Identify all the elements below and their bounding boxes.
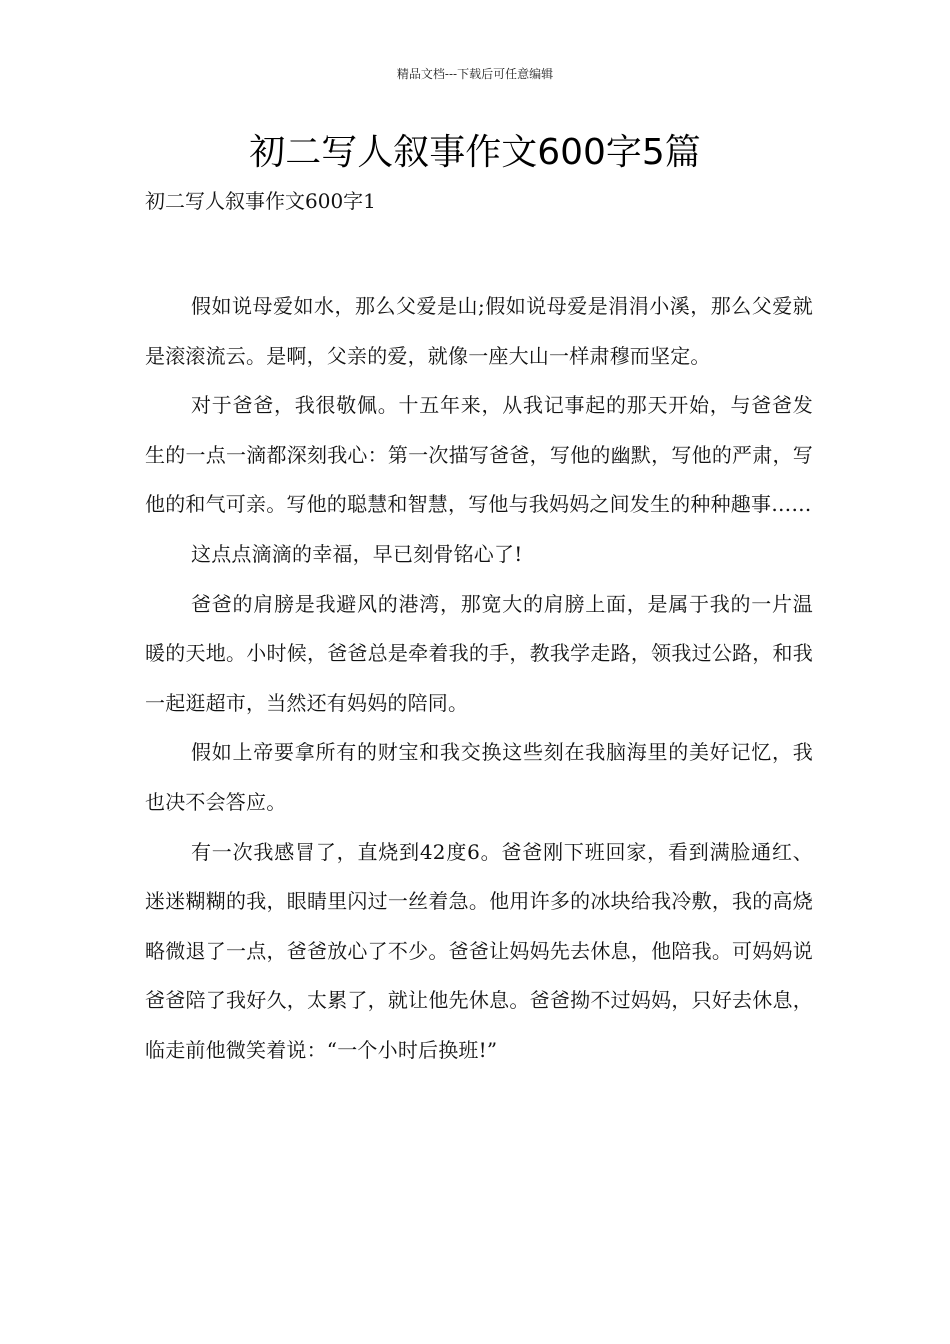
- section-title: 初二写人叙事作文600字1: [145, 189, 376, 213]
- paragraph: 假如说母爱如水，那么父爱是山;假如说母爱是涓涓小溪，那么父爱就是滚滚流云。是啊，父亲的爱，就像一座大山一样肃穆而坚定。: [145, 294, 813, 368]
- paragraph: 有一次我感冒了，直烧到42度6。爸爸刚下班回家，看到满脸通红、迷迷糊糊的我，眼睛里闪过一丝着急。他用许多的冰块给我冷敷，我的高烧略微退了一点，爸爸放心了不少。爸爸让妈妈先去休息，他陪我。可妈妈说爸爸陪了我好久，太累了，就让他先休息。爸爸拗不过妈妈，只好去休息，临走前他微笑着说：“一个小时后换班!”: [145, 839, 813, 1062]
- paragraph: 假如上帝要拿所有的财宝和我交换这些刻在我脑海里的美好记忆，我也决不会答应。: [145, 740, 813, 814]
- paragraph: 对于爸爸，我很敬佩。十五年来，从我记事起的那天开始，与爸爸发生的一点一滴都深刻我心：第一次描写爸爸，写他的幽默，写他的严肃，写他的和气可亲。写他的聪慧和智慧，写他与我妈妈之间发生的种种趣事……: [145, 393, 813, 517]
- paragraph: 这点点滴滴的幸福，早已刻骨铭心了!: [191, 541, 523, 566]
- essay-body: [145, 282, 813, 1076]
- paragraph: 爸爸的肩膀是我避风的港湾，那宽大的肩膀上面，是属于我的一片温暖的天地。小时候，爸爸总是牵着我的手，教我学走路，领我过公路，和我一起逛超市，当然还有妈妈的陪同。: [145, 591, 813, 715]
- document-title: 初二写人叙事作文600字5篇: [249, 132, 701, 173]
- page-header-note: 精品文档---下载后可任意编辑: [396, 67, 554, 81]
